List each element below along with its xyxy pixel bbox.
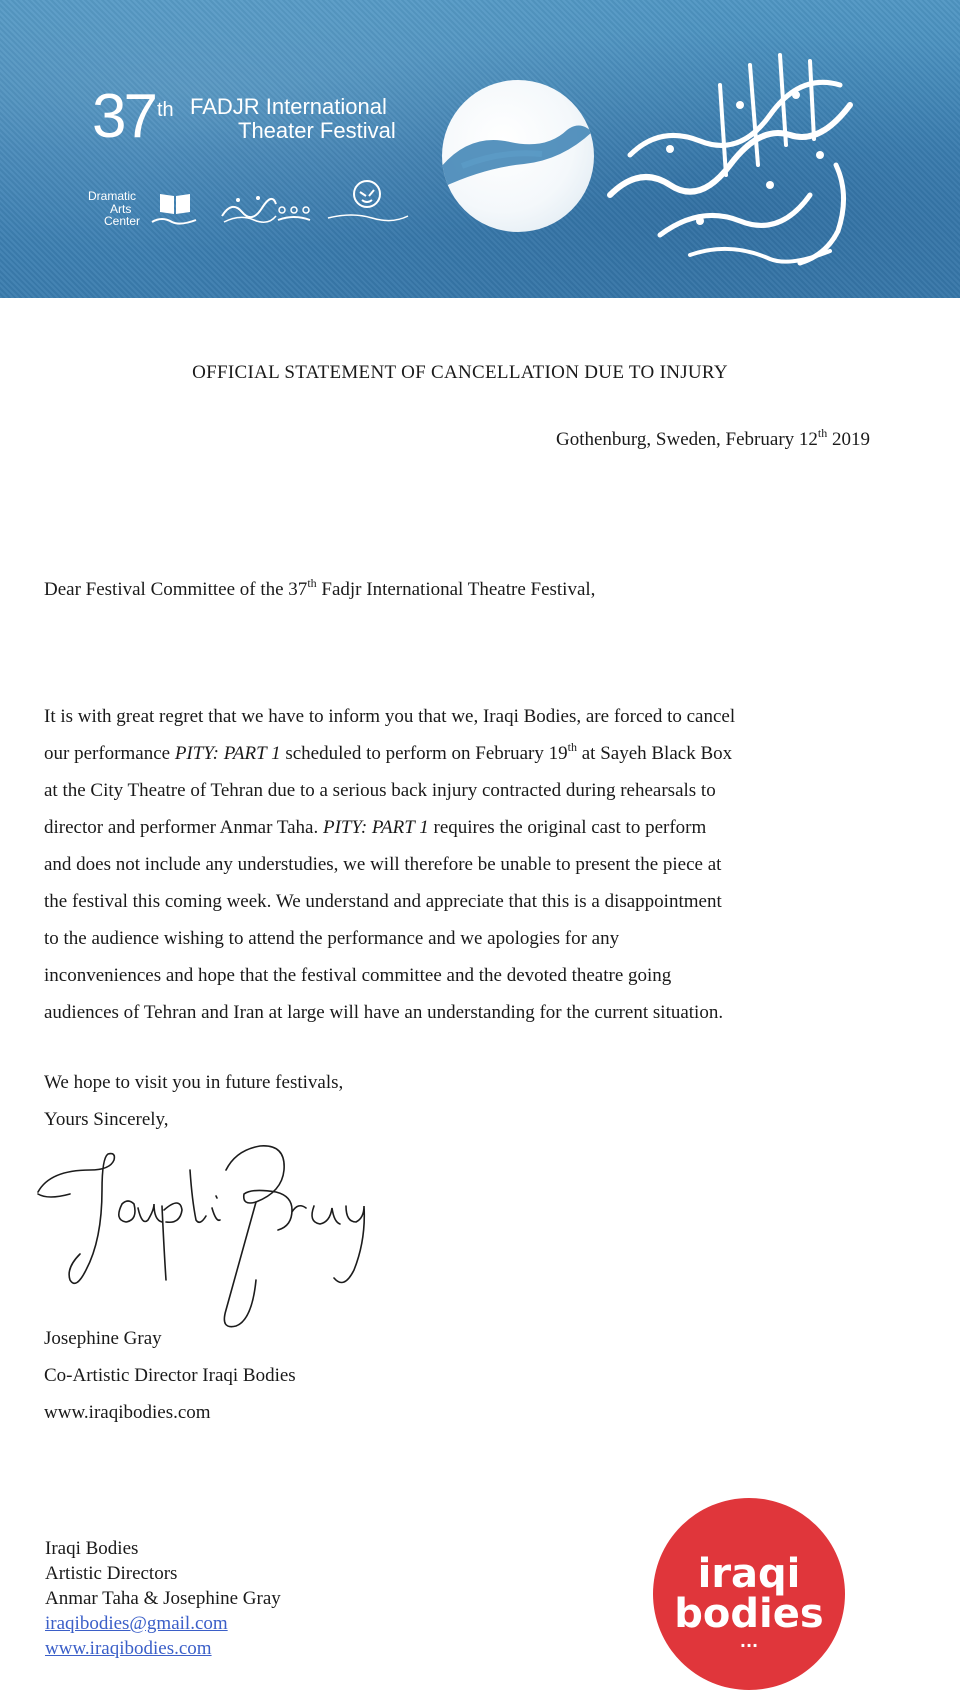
body-line: director and performer Anmar Taha. PITY: PART 1 requires the original cast to perform [44, 817, 707, 838]
signer-role: Co-Artistic Director Iraqi Bodies [44, 1365, 296, 1386]
footer-names: Anmar Taha & Josephine Gray [45, 1588, 281, 1609]
festival-number-suffix: th [157, 99, 174, 121]
festival-name-line2: Theater Festival [238, 118, 396, 143]
body-line: the festival this coming week. We understand and appreciate that this is a disappointment [44, 891, 722, 912]
body-line: audiences of Tehran and Iran at large will have an understanding for the current situation. [44, 1002, 724, 1023]
festival-number: 37 [92, 82, 155, 151]
logo-text-line1: iraqi [697, 1551, 801, 1597]
festival-banner [0, 0, 960, 298]
performance-title: PITY: PART 1 [322, 817, 429, 838]
statement-title: OFFICIAL STATEMENT OF CANCELLATION DUE TO INJURY [192, 362, 728, 383]
persian-calligraphy-logo [600, 45, 870, 285]
footer-contact [45, 1536, 281, 1661]
signer-name: Josephine Gray [44, 1328, 162, 1349]
handwritten-signature [30, 1130, 400, 1340]
footer-org: Iraqi Bodies [45, 1538, 139, 1559]
closing [44, 1064, 343, 1138]
book-logo-icon [150, 190, 200, 230]
dramatic-arts-center-logo: Dramatic Arts Center [88, 189, 141, 229]
website-link[interactable]: www.iraqibodies.com [45, 1638, 212, 1659]
logo-text-line2: bodies [674, 1591, 824, 1637]
email-link[interactable]: iraqibodies@gmail.com [45, 1613, 228, 1634]
salutation: Dear Festival Committee of the 37th Fadjr International Theatre Festival, [44, 576, 596, 600]
dots-logo-icon [276, 204, 312, 226]
letter-body [44, 698, 874, 1031]
logo-dots: ... [739, 1632, 759, 1651]
place-date: Gothenburg, Sweden, February 12th 2019 [555, 426, 870, 450]
body-line: inconveniences and hope that the festival committee and the devoted theatre going [44, 965, 672, 986]
iraqi-bodies-logo [652, 1497, 846, 1691]
signer-block [44, 1320, 296, 1431]
festival-name-line1: FADJR International [190, 94, 387, 119]
closing-line: Yours Sincerely, [44, 1109, 169, 1130]
body-line: and does not include any understudies, we will therefore be unable to present the piece at [44, 854, 722, 875]
moon-emblem [442, 80, 594, 232]
performance-title: PITY: PART 1 [174, 743, 281, 764]
mask-logo-icon [322, 178, 412, 228]
persian-script-logo-icon [218, 192, 280, 228]
body-line: It is with great regret that we have to inform you that we, Iraqi Bodies, are forced to cancel [44, 706, 736, 727]
body-line: to the audience wishing to attend the performance and we apologies for any [44, 928, 620, 949]
signer-website: www.iraqibodies.com [44, 1402, 211, 1423]
body-line: at the City Theatre of Tehran due to a serious back injury contracted during rehearsals to [44, 780, 716, 801]
body-line: our performance PITY: PART 1 scheduled to perform on February 19th at Sayeh Black Box [44, 740, 733, 764]
footer-role: Artistic Directors [45, 1563, 178, 1584]
closing-line: We hope to visit you in future festivals, [44, 1072, 344, 1093]
